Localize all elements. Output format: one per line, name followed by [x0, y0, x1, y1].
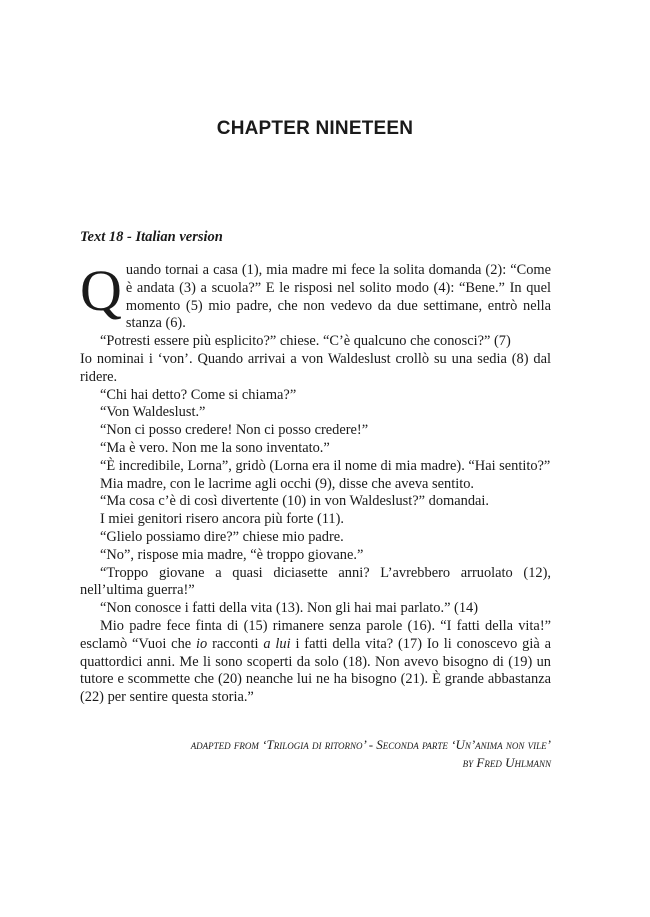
source-credit — [191, 736, 551, 772]
paragraph-7: “Ma è vero. Non me la sono inventato.” — [100, 439, 330, 456]
paragraph-1-text: uando tornai a casa (1), mia madre mi fece la solita domanda (2): “Come è andata (3) a scuola?” E le risposi nel solito modo (4): “Bene.” In quel momento (5) mio padre, che non vedevo da due settimane, entrò nella stanza (6). — [125, 262, 551, 332]
emphasis-io: io — [196, 635, 208, 652]
paragraph-1 — [80, 258, 551, 333]
paragraph-16-part-c: i fatti della vita? (17) Io li conoscevo già a quattordici anni. Me li sono scoperti da solo (18). Non avevo bisogno di (19) un tutore e scommette che (20) neanche lui ne ha bisogno (21). È grande abbastanza (22) per sentire questa storia.” — [80, 635, 552, 706]
credit-line-1: adapted from ‘Trilogia di ritorno’ - Seconda parte ‘Un’anima non vile’ — [190, 737, 551, 752]
drop-cap: Q — [80, 258, 122, 323]
paragraph-2: “Potresti essere più esplicito?” chiese. “C’è qualcuno che conosci?” (7) — [100, 333, 511, 350]
paragraph-8: “È incredibile, Lorna”, gridò (Lorna era il nome di mia madre). “Hai sentito?” — [100, 457, 551, 474]
paragraph-16-part-a: Mio padre fece finta di (15) rimanere senza parole (16). “I fatti della vita!” esclamò “Vuoi che — [80, 617, 551, 652]
paragraph-11: I miei genitori risero ancora più forte (11). — [100, 511, 345, 528]
paragraph-13: “No”, rispose mia madre, “è troppo giovane.” — [100, 546, 364, 563]
paragraph-5: “Von Waldeslust.” — [100, 404, 206, 421]
paragraph-10: “Ma cosa c’è di così divertente (10) in von Waldeslust?” domandai. — [100, 493, 489, 510]
paragraph-15: “Non conosce i fatti della vita (13). Non gli hai mai parlato.” (14) — [100, 600, 479, 617]
paragraph-14: “Troppo giovane a quasi diciasette anni? L’avrebbero arruolato (12), nell’ultima guerra!” — [80, 564, 551, 599]
story-text — [80, 258, 552, 707]
emphasis-a-lui: a lui — [263, 635, 291, 652]
credit-line-2: by Fred Uhlmann — [462, 755, 551, 770]
paragraph-12: “Glielo possiamo dire?” chiese mio padre. — [100, 528, 344, 545]
paragraph-3: Io nominai i ‘von’. Quando arrivai a von Waldeslust crollò su una sedia (8) dal ridere. — [80, 350, 551, 385]
paragraph-6: “Non ci posso credere! Non ci posso credere!” — [100, 422, 369, 439]
paragraph-16-part-b: racconti — [207, 635, 264, 652]
paragraph-16 — [80, 618, 551, 707]
paragraph-4: “Chi hai detto? Come si chiama?” — [100, 386, 297, 403]
section-heading: Text 18 - Italian version — [80, 229, 223, 245]
paragraph-9: Mia madre, con le lacrime agli occhi (9), disse che aveva sentito. — [100, 475, 475, 492]
chapter-title: CHAPTER NINETEEN — [216, 118, 414, 139]
